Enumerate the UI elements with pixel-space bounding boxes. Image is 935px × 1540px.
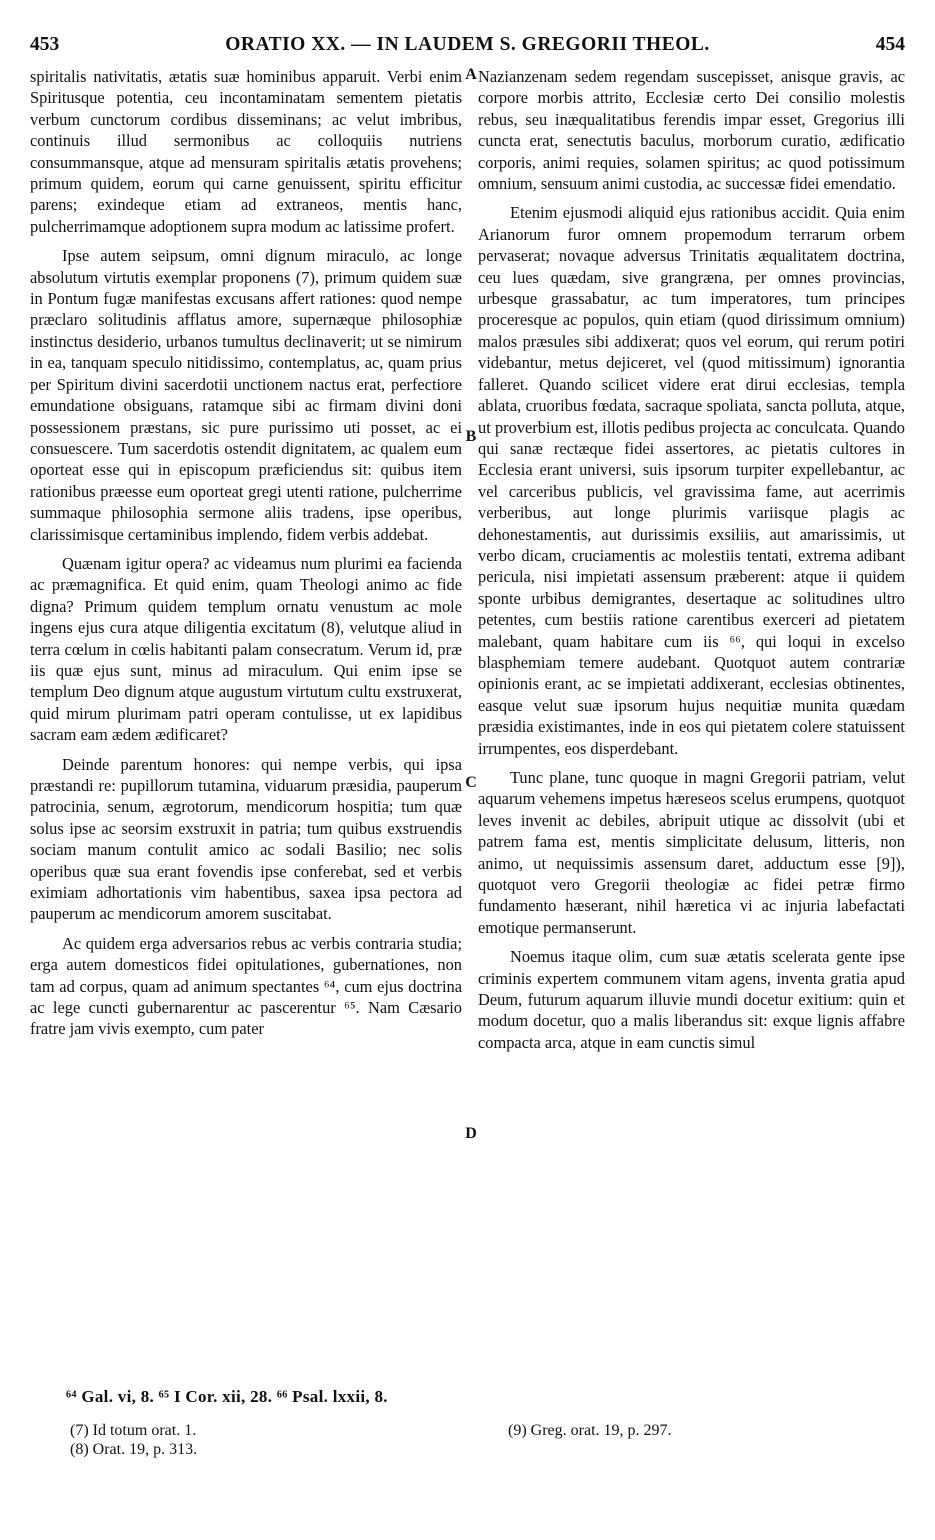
page-number-right: 454 [875, 34, 905, 55]
left-paragraph-1: spiritalis nativitatis, ætatis suæ hominibus apparuit. Verbi enim Spiritusque potentia, ceu incontaminatam sementem pietatis verbum cunctorum cordibus disseminans; ac velut imbribus, continuis illud sermonibus ac colloquiis nutriens consummansque, atque ad mensuram spiritalis ætatis provehens; primum quidem, eorum qui carne genuissent, spiritu efficitur parens; exindeque etiam ad extraneos, mentis hanc, pulcherrimamque adoptionem supra modum ac latissime profert. [30, 67, 462, 236]
right-paragraph-2: Etenim ejusmodi aliquid ejus rationibus accidit. Quia enim Arianorum furor omnem propemodum terrarum orbem pervaserat; novaque adversus Trinitatis æqualitatem doctrina, ceu lues quædam, sive grangræna, per omnes provincias, urbesque grassabatur, ac tum imperatores, tum principes proceresque ac populos, quin etiam (quod dirissimum omnium) malos præsules sibi addixerat; quos vel eorum, qui rerum potiri videbantur, metus dejiceret, vel (quod mitissimum) ignorantia falleret. Quando scilicet videre erat dirui ecclesias, templa ablata, cruoribus fœdata, sacraque spoliata, sancta polluta, atque, ut proverbium est, illotis pedibus projecta ac conculcata. Quando qui sanæ rectæque fidei assertores, ac pietatis cultores in Ecclesia erant universi, suis ipsorum turpiter expellebantur, ac vel carceribus publicis, vel gravissima fame, aut acerrimis verberibus, aut longe plurimis variisque plagis ac dehonestamentis, aut durissimis exsiliis, aut amarissimis, ut verbo dicam, cruciamentis ac molestiis tentati, extrema adibant pericula, nisi impietati assensum præberent: atque ii quidem sponte urbibus demigrantes, desertaque ac solitudines ultro petentes, cum bestiis ratione carentibus exerceri ad pietatem malebant, quam habitare cum iis ⁶⁶, qui loqui in excelso blasphemiam temere audebant. Quotquot autem contrariæ opinionis erant, ac se impietati addixerant, ecclesias obtinentes, easque velut suæ ipsorum hujus nequitiæ munita quædam præsidia existimantes, inde in eos qui pietatem colere statuissent irrumpentes, eos disperdebant. [478, 203, 905, 758]
footnote-8: (8) Orat. 19, p. 313. [70, 1441, 198, 1458]
footnotes-left [70, 1421, 197, 1459]
margin-marker-c: C [465, 774, 477, 791]
left-paragraph-3: Quænam igitur opera? ac videamus num plurimi ea facienda ac præmagnifica. Et quid enim, quam Theologi animo ac fide digna? Primum quidem templum ornatu venustum ac mole ingens ejus cura atque diligentia excitatum (8), velutque aliud in terra cœlum in cœlis habitanti palam consecratum. Verum id, præ iis quæ ejus sunt, minus ad miraculum. Qui enim ipse se templum Deo dignum atque augustum virtutum cultu exstruxerat, quid mirum plurimam patri operam contulisse, ut ex lapidibus sacram eam ædem ædificaret? [30, 553, 462, 745]
right-paragraph-4: Noemus itaque olim, cum suæ ætatis scelerata gente ipse criminis expertem communem vitam agens, inventa gratia apud Deum, futurum aquarum illuvie mundi docetur exitium: quin et modum docetur, quo a malis liberandus sit: exque lignis affabre compacta arca, atque in eam cunctis simul [478, 947, 905, 1052]
footnote-7: (7) Id totum orat. 1. [70, 1422, 197, 1439]
left-paragraph-5: Ac quidem erga adversarios rebus ac verbis contraria studia; erga autem domesticos fidei opitulationes, gubernationes, non tam ad corpus, quam ad animum spectantes ⁶⁴, cum ejus doctrina ac lege cuncti gubernarentur ac pascerentur ⁶⁵. Nam Cæsario fratre jam vivis exempto, cum pater [30, 933, 462, 1039]
left-paragraph-2: Ipse autem seipsum, omni dignum miraculo, ac longe absolutum virtutis exemplar proponens (7), primum quidem suæ in Pontum fugæ manifestas excusans affert rationes: quod nempe præclaro solitudinis afflatus amore, supernæque philosophiæ instinctus desiderio, urbanos tumultus declinaverit; ut se nimirum in ea, tanquam speculo nitidissimo, contemplatus, ac, quam prius per Spiritum divini sacerdotii unctionem nactus erat, perfectiore emundatione obsiguans, ratamque sibi ac firmam divini doni possessionem præstans, sic pure purissimo uti posset, ac ei consuescere. Tum sacerdotis ostendit dignitatem, ac qualem eum oporteat esse qui in episcopum præficiendus sit: quibus item rationibus præesse eum oporteat gregi utenti ratione, pulcherrime summaque philosophia sermone aliis tradens, ipse operibus, clarissimisque certaminibus implendo, fidem verbis addebat. [30, 246, 462, 544]
running-header [30, 34, 905, 64]
scripture-references: ⁶⁴ Gal. vi, 8. ⁶⁵ I Cor. xii, 28. ⁶⁶ Psal. lxxii, 8. [66, 1387, 388, 1406]
footnotes-right [508, 1421, 672, 1440]
right-paragraph-1: Nazianzenam sedem regendam suscepisset, anisque gravis, ac corpore morbis attrito, Ecclesiæ certo Dei consilio molestis rebus, seu inæqualitatibus ferendis impar esset, Gregorius illi cuncta erat, senectutis baculus, morborum curatio, ædificatio corporis, animi requies, solamen spiritus; ac quod potissimum omnium, sensuum animi custodia, ac successæ fidei emendatio. [478, 67, 905, 194]
margin-marker-d: D [465, 1125, 477, 1142]
margin-marker-a: A [465, 66, 477, 83]
page-number-left: 453 [30, 34, 60, 55]
margin-marker-b: B [465, 428, 477, 445]
right-column [478, 66, 905, 1053]
running-title: ORATIO XX. — IN LAUDEM S. GREGORII THEOL. [225, 34, 710, 55]
left-column [30, 66, 462, 1040]
right-paragraph-3: Tunc plane, tunc quoque in magni Gregorii patriam, velut aquarum vehemens impetus hæreseos scelus erumpens, quotquot leves invenit ac debiles, abripuit utique ac dissolvit (ubi et patrem fama est, mentis simplicitate delusum, litteris, non animo, ut nequissimis assensum daret, adductum esse [9]), quotquot vero Gregorii theologiæ ac fidei petræ firmo fundamento hæserant, nihil hæretica vi ac injuria labefactati emotique permanserunt. [478, 768, 905, 937]
left-paragraph-4: Deinde parentum honores: qui nempe verbis, qui ipsa præstandi re: pupillorum tutamina, viduarum præsidia, pauperum patrocinia, senum, ægrotorum, mendicorum hospitia; tum quæ solus ipse ac seorsim exstruxit in patria; tum quibus exstruendis sociam manum contulit amico ac sodali Basilio; nec solis operibus quæ sua erant fovendis ipse conferebat, sed et verbis eximiam adhortationis vim habentibus, saxea ipsa pectora ad pauperum ac mendicorum amorem suscitabat. [30, 754, 462, 924]
footnote-9: (9) Greg. orat. 19, p. 297. [508, 1422, 672, 1439]
